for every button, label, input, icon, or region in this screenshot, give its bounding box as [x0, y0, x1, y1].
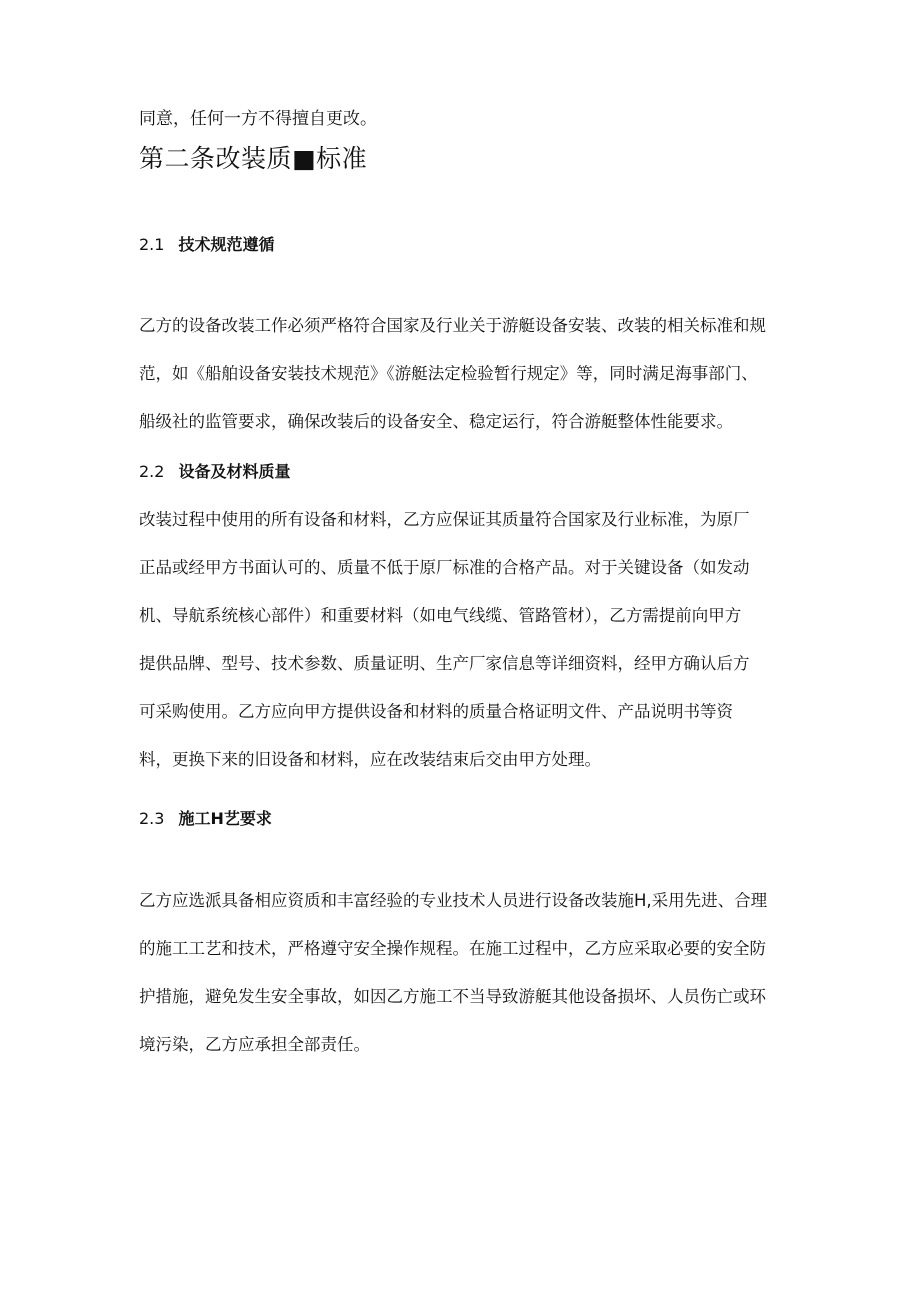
section-paragraph-2-2 [139, 496, 750, 784]
paragraph-line: 可采购使用。乙方应向甲方提供设备和材料的质量合格证明文件、产品说明书等资 [139, 702, 733, 721]
section-paragraph-2-1 [139, 302, 766, 446]
section-number: 2.2 [139, 462, 165, 481]
paragraph-line: 改装过程中使用的所有设备和材料，乙方应保证其质量符合国家及行业标准，为原厂 [139, 510, 750, 529]
section-title: 设备及材料质量 [178, 462, 291, 481]
paragraph-line: 范，如《船舶设备安装技术规范》《游艇法定检验暂行规定》等，同时满足海事部门、 [139, 364, 758, 383]
section-number: 2.1 [139, 235, 165, 254]
paragraph-line: 正品或经甲方书面认可的、质量不低于原厂标准的合格产品。对于关键设备（如发动 [139, 558, 750, 577]
section-number: 2.3 [139, 809, 165, 828]
continued-sentence: 同意，任何一方不得擅自更改。 [139, 109, 377, 129]
section-heading-2-1 [139, 232, 274, 258]
paragraph-line: 护措施，避免发生安全事故，如因乙方施工不当导致游艇其他设备损坏、人员伤亡或环 [139, 987, 766, 1006]
paragraph-line: 乙方应选派具备相应资质和丰富经验的专业技术人员进行设备改装施H,采用先进、合理 [139, 891, 768, 910]
article-title: 第二条改装质■标准 [139, 144, 368, 173]
paragraph-line: 境污染，乙方应承担全部责任。 [139, 1035, 370, 1054]
paragraph-line: 的施工工艺和技术，严格遵守安全操作规程。在施工过程中，乙方应采取必要的安全防 [139, 939, 766, 958]
section-heading-2-2 [139, 459, 290, 485]
section-title: 技术规范遵循 [178, 235, 275, 254]
paragraph-line: 船级社的监管要求，确保改装后的设备安全、稳定运行，符合游艇整体性能要求。 [139, 412, 733, 431]
section-heading-2-3 [139, 806, 272, 832]
paragraph-line: 乙方的设备改装工作必须严格符合国家及行业关于游艇设备安装、改装的相关标准和规 [139, 316, 766, 335]
section-title: 施工H艺要求 [178, 809, 272, 828]
section-paragraph-2-3 [139, 877, 767, 1069]
paragraph-line: 料，更换下来的旧设备和材料，应在改装结束后交由甲方处理。 [139, 750, 601, 769]
paragraph-line: 机、导航系统核心部件）和重要材料（如电气线缆、管路管材），乙方需提前向甲方 [139, 606, 742, 625]
paragraph-line: 提供品牌、型号、技术参数、质量证明、生产厂家信息等详细资料，经甲方确认后方 [139, 654, 750, 673]
